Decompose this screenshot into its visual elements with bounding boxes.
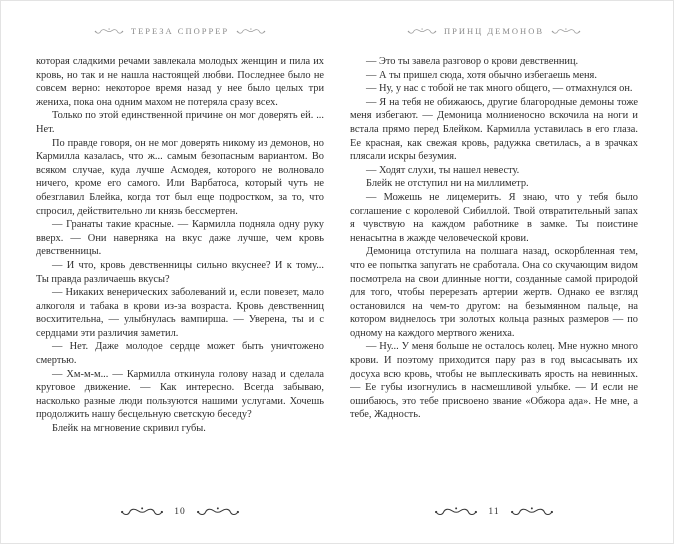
footer-ornament-left-icon xyxy=(119,506,165,518)
paragraph: — Это ты завела разговор о крови девственниц. xyxy=(366,56,579,67)
paragraph: Блейк на мгновение скривил губы. xyxy=(52,423,206,435)
footer-ornament-right-icon xyxy=(195,506,241,518)
page-number: 10 xyxy=(174,507,186,517)
running-head-title: ТЕРЕЗА СПОРРЕР xyxy=(130,26,230,36)
paragraph: — Можешь не лицемерить. Я знаю, что у тебя было соглашение с королевой Сибиллой. Твой отвратительный запах я чувствую на каждом работнике в замке. Ты поистине ненасытна в жажде человеческой крови. xyxy=(350,191,638,244)
left-page xyxy=(36,24,324,526)
header-ornament-left-icon xyxy=(94,27,124,36)
paragraph: — Гранаты такие красные. — Кармилла подняла одну руку вверх. — Они наверняка на вкус даже лучше, чем кровь девственницы. xyxy=(36,219,324,258)
paragraph: Демоница отступила на полшага назад, оскорбленная тем, что ее попытка запугать не сработала. Она со скучающим видом посмотрела на свои длинные ногти, созданные самой природой для того, чтобы перерезать артерии жертв. Однако ее взгляд остановился на чем-то другом: на безымянном пальце, на котором виднелось три золотых кольца разных размеров — по одному на каждого мертвого жениха. xyxy=(350,246,638,339)
running-head xyxy=(36,24,324,38)
paragraph: — Я на тебя не обижаюсь, другие благородные демоны тоже меня избегают. — Демоница молниеносно вскочила на ноги и встала прямо перед Блейком. Кармилла уставилась в его глаза. Ее красная, как свежая кровь, радужка светилась, а в зрачках плясали искры безумия. xyxy=(350,96,638,163)
paragraph: — И что, кровь девственницы сильно вкуснее? И к тому... Ты правда различаешь вкусы? xyxy=(36,259,324,285)
paragraph: — Хм-м-м... — Кармилла откинула голову назад и сделала круговое движение. — Как интересно. Всегда забываю, насколько разные люди пользуются нашими услугами. Хочешь продолжить нашу бесцельную светскую беседу? xyxy=(36,368,324,421)
page-footer xyxy=(36,506,324,518)
paragraph: которая сладкими речами завлекала молодых женщин и пила их кровь, но так и не нашла настоящей любви. Последнее было не совсем верно: некоторое время назад у нее было целых три жениха, пока она одним махом не потеряла сразу всех. xyxy=(36,56,324,108)
paragraph: — А ты пришел сюда, хотя обычно избегаешь меня. xyxy=(366,69,597,81)
paragraph: — Нет. Даже молодое сердце может быть уничтожено смертью. xyxy=(36,341,324,367)
paragraph: — Ну... У меня больше не осталось колец. Мне нужно много крови. И поэтому приходится пару раз в год высасывать их досуха всю кровь, чтобы не выплескивать ярость на невинных. — Ее губы изогнулись в насмешливой улыбке. — И если не ошибаюсь, это тебе присвоено звание «Обжора ада». Не мне, а тебе, Жадность. xyxy=(350,341,638,421)
page-body xyxy=(36,55,324,493)
paragraph: — Ну, у нас с тобой не так много общего, — отмахнулся он. xyxy=(366,83,633,95)
running-head xyxy=(350,24,638,38)
page-footer xyxy=(350,506,638,518)
footer-ornament-right-icon xyxy=(509,506,555,518)
header-ornament-right-icon xyxy=(551,27,581,36)
running-head-title: ПРИНЦ ДЕМОНОВ xyxy=(443,26,545,36)
page-body xyxy=(350,55,638,493)
paragraph: — Никаких венерических заболеваний и, если повезет, мало алкоголя и табака в крови из-за возраста. Кровь девственниц восхитительна, — улыбнулась вампирша. — Уверена, ты и с сердцами эти различия заметил. xyxy=(36,287,324,339)
paragraph: Только по этой единственной причине он мог доверять ей. ... Нет. xyxy=(36,110,324,135)
footer-ornament-left-icon xyxy=(433,506,479,518)
paragraph: Блейк не отступил ни на миллиметр. xyxy=(366,178,529,190)
header-ornament-right-icon xyxy=(236,27,266,36)
page-number: 11 xyxy=(488,507,500,517)
paragraph: — Ходят слухи, ты нашел невесту. xyxy=(366,164,520,176)
header-ornament-left-icon xyxy=(407,27,437,36)
right-page xyxy=(350,24,638,526)
paragraph: По правде говоря, он не мог доверять никому из демонов, но Кармилла казалась, что ж... самым безопасным вариантом. Во всяком случае, куда лучше Асмодея, которого не волновало ничего, кроме его самого. Или Варбатоса, который чуть не обезглавил Блейка, когда тот был еще подростком, за то, что спросил, действительно ли князь бессмертен. xyxy=(36,137,324,217)
